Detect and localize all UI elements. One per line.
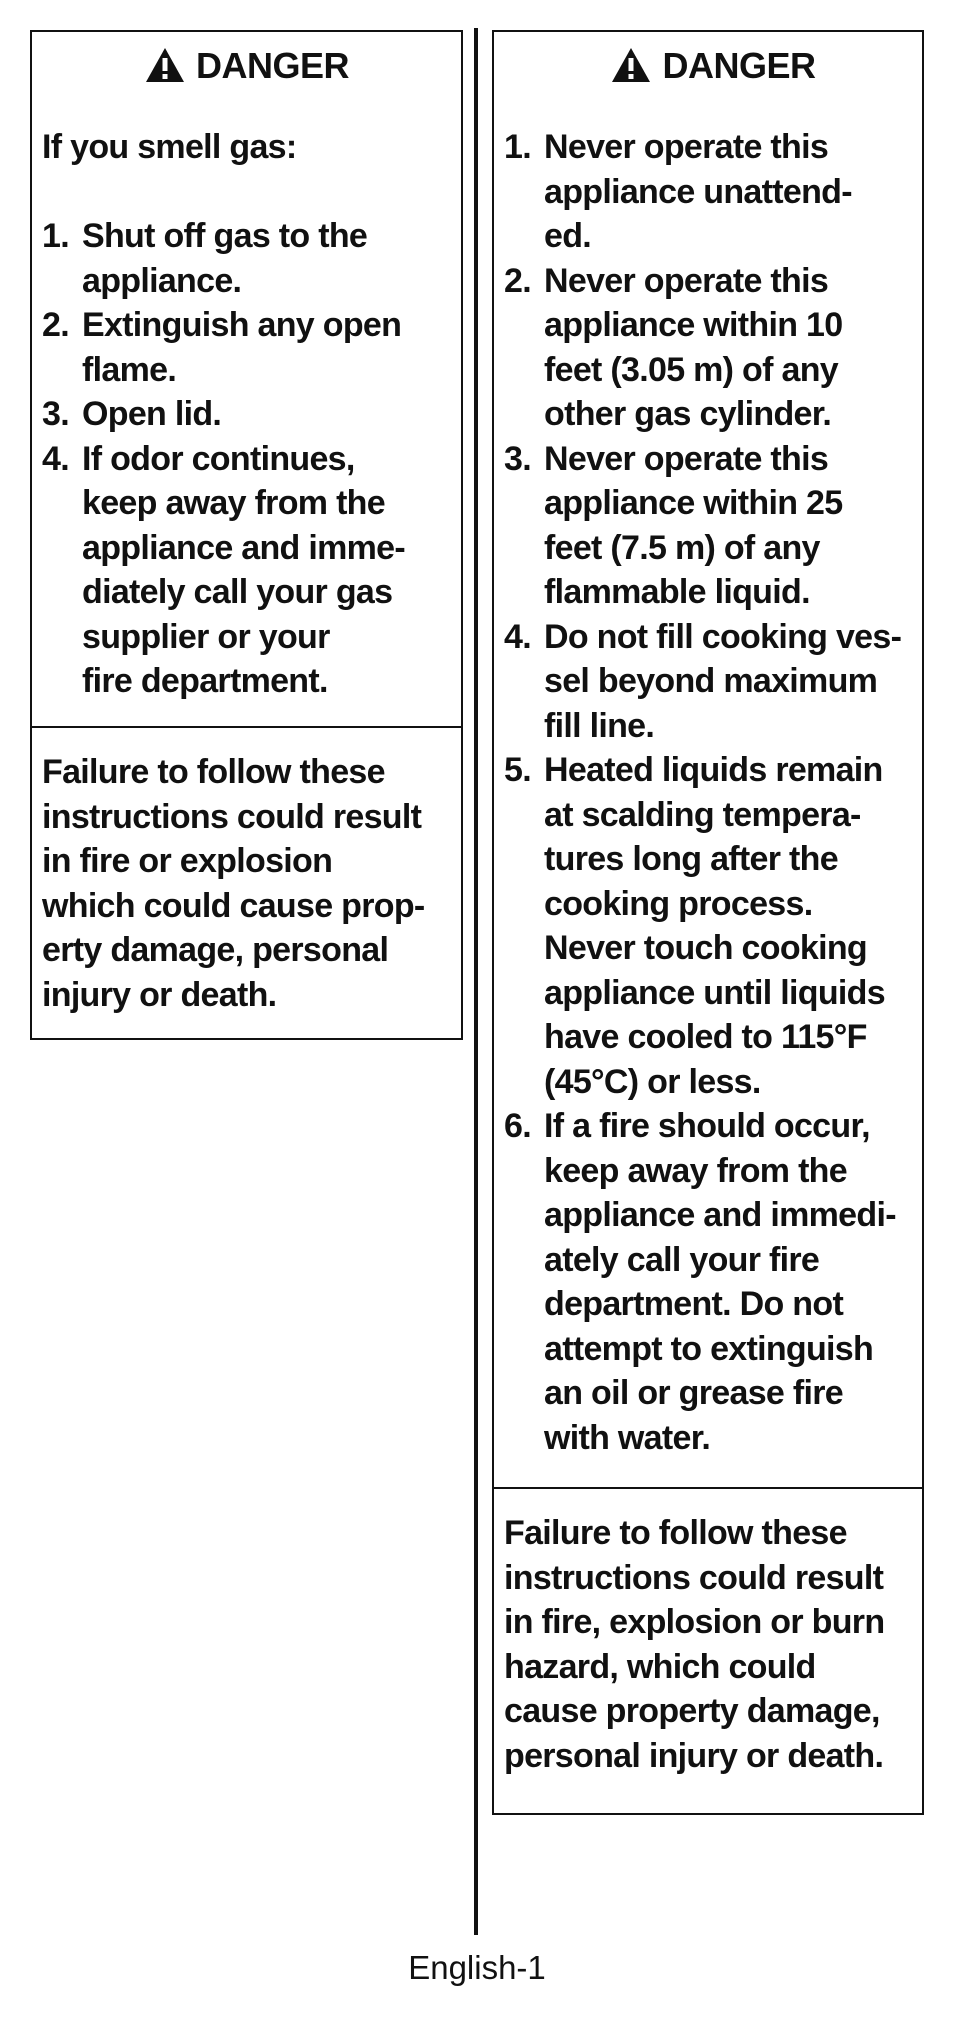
left-step-2 <box>42 303 457 392</box>
step-text-line: other gas cylinder. <box>544 395 832 433</box>
warning-triangle-icon <box>144 46 186 98</box>
step-text-line: Extinguish any open <box>82 306 402 344</box>
step-number: 1. <box>504 128 531 166</box>
step-text-line: flame. <box>82 350 177 389</box>
left-intro: If you smell gas: <box>42 128 297 166</box>
warning-text-line: erty damage, personal <box>42 931 389 969</box>
step-text-line: fill line. <box>544 706 655 745</box>
right-step-5 <box>504 748 924 1104</box>
step-text-line: appliance unattend- <box>544 172 852 211</box>
warning-text-line: hazard, which could <box>504 1647 816 1686</box>
warning-text-line: personal injury or death. <box>504 1736 884 1775</box>
left-steps-list <box>42 214 457 704</box>
step-number: 2. <box>504 261 531 300</box>
step-text-line: diately call your gas <box>82 573 393 611</box>
step-text-line: Open lid. <box>82 395 222 433</box>
warning-text-line: in fire, explosion or burn <box>504 1603 885 1641</box>
step-number: 3. <box>42 395 69 433</box>
warning-text-line: instructions could result <box>42 797 422 836</box>
column-divider <box>474 28 478 1935</box>
step-text-line: (45°C) or less. <box>544 1062 761 1101</box>
right-danger-header <box>504 40 922 98</box>
left-danger-header <box>32 40 461 98</box>
left-danger-title: DANGER <box>195 45 349 86</box>
warning-text-line: instructions could result <box>504 1558 884 1597</box>
step-text-line: at scalding tempera- <box>544 795 861 834</box>
step-text-line: cooking process. <box>544 884 813 923</box>
left-step-1 <box>42 214 457 303</box>
warning-text-line: which could cause prop- <box>42 886 425 925</box>
step-text-line: If a fire should occur, <box>544 1107 870 1145</box>
left-danger-box <box>30 30 463 728</box>
step-text-line: flammable liquid. <box>544 573 810 611</box>
step-text-line: keep away from the <box>82 484 385 522</box>
step-number: 1. <box>42 217 69 255</box>
page-footer: English-1 <box>408 1949 546 1986</box>
step-text-line: feet (7.5 m) of any <box>544 528 820 567</box>
right-danger-title: DANGER <box>662 45 816 86</box>
right-step-3 <box>504 437 924 615</box>
step-text-line: appliance within 10 <box>544 306 843 344</box>
step-text-line: appliance. <box>82 261 242 300</box>
step-text-line: fire department. <box>82 662 328 700</box>
step-text-line: Shut off gas to the <box>82 217 368 255</box>
warning-text-line: injury or death. <box>42 975 277 1014</box>
right-step-1 <box>504 125 924 259</box>
right-step-2 <box>504 259 924 437</box>
step-text-line: tures long after the <box>544 840 838 878</box>
warning-text-line: cause property damage, <box>504 1692 880 1730</box>
step-number: 2. <box>42 306 69 344</box>
step-text-line: supplier or your <box>82 617 330 656</box>
step-number: 4. <box>504 617 531 656</box>
step-text-line: department. Do not <box>544 1285 844 1323</box>
step-text-line: ately call your fire <box>544 1240 820 1279</box>
warning-text-line: Failure to follow these <box>42 753 385 791</box>
left-step-3 <box>42 392 457 437</box>
step-number: 3. <box>504 439 531 478</box>
warning-text-line: in fire or explosion <box>42 842 333 880</box>
step-text-line: appliance until liquids <box>544 973 885 1012</box>
step-text-line: sel beyond maximum <box>544 662 878 700</box>
step-text-line: If odor continues, <box>82 439 355 478</box>
step-text-line: Heated liquids remain <box>544 751 883 789</box>
step-text-line: appliance and imme- <box>82 528 406 567</box>
step-text-line: Never touch cooking <box>544 929 867 967</box>
step-text-line: Never operate this <box>544 261 829 300</box>
right-steps-list <box>504 125 924 1460</box>
step-text-line: with water. <box>544 1418 711 1457</box>
step-number: 6. <box>504 1107 531 1145</box>
step-text-line: Never operate this <box>544 439 829 478</box>
step-text-line: Do not fill cooking ves- <box>544 617 902 656</box>
right-step-4 <box>504 615 924 749</box>
step-text-line: keep away from the <box>544 1151 847 1190</box>
step-number: 5. <box>504 751 531 789</box>
left-warning-text <box>42 750 425 1017</box>
step-text-line: feet (3.05 m) of any <box>544 350 838 389</box>
right-step-6 <box>504 1104 924 1460</box>
step-text-line: appliance and immedi- <box>544 1196 896 1234</box>
right-warning-text <box>504 1511 884 1778</box>
step-text-line: appliance within 25 <box>544 484 843 522</box>
right-danger-box <box>492 30 924 1489</box>
left-step-4 <box>42 437 457 704</box>
warning-triangle-icon <box>610 46 652 98</box>
step-text-line: Never operate this <box>544 128 829 166</box>
right-warning-box <box>492 1487 924 1815</box>
warning-text-line: Failure to follow these <box>504 1514 847 1552</box>
step-number: 4. <box>42 439 69 478</box>
step-text-line: an oil or grease fire <box>544 1374 843 1412</box>
step-text-line: ed. <box>544 217 592 255</box>
step-text-line: attempt to extinguish <box>544 1329 874 1368</box>
left-warning-box <box>30 726 463 1040</box>
step-text-line: have cooled to 115°F <box>544 1018 867 1056</box>
